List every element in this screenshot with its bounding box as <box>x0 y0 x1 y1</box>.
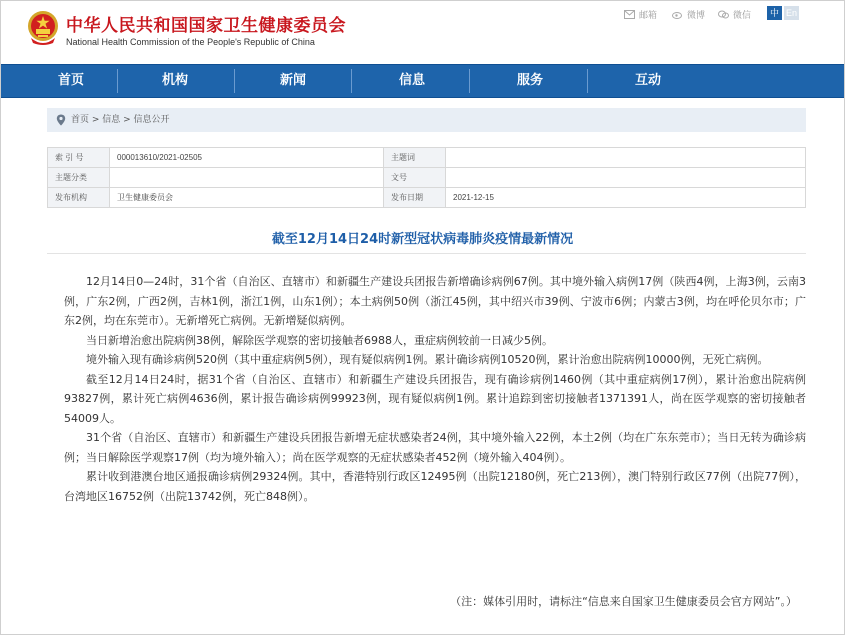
site-name-cn[interactable]: 中华人民共和国国家卫生健康委员会 <box>66 16 346 36</box>
meta-value-category <box>110 168 384 188</box>
site-name-en: National Health Commission of the People's Republic of China <box>66 37 315 47</box>
table-row <box>48 168 806 188</box>
main-nav <box>0 64 845 98</box>
document-meta-table <box>47 147 806 208</box>
share-mail[interactable] <box>624 8 657 21</box>
article-body <box>64 272 806 506</box>
table-row <box>48 148 806 168</box>
nav-information[interactable]: 信息 <box>398 73 425 88</box>
title-divider <box>47 253 806 254</box>
article-paragraph: 当日新增治愈出院病例38例，解除医学观察的密切接触者6988人，重症病例较前一日减少5例。 <box>86 333 553 347</box>
lang-en-button[interactable]: En <box>785 8 797 18</box>
meta-label-publisher: 发布机构 <box>48 188 110 208</box>
article-paragraph: 境外输入现有确诊病例520例（其中重症病例5例），现有疑似病例1例。累计确诊病例10520例，累计治愈出院病例10000例，无死亡病例。 <box>86 353 769 366</box>
meta-label-category: 主题分类 <box>48 168 110 188</box>
meta-value-keywords <box>446 148 806 168</box>
nav-divider <box>351 69 352 93</box>
share-weibo[interactable] <box>672 8 705 21</box>
breadcrumb <box>47 108 806 132</box>
meta-value-index: 000013610/2021-02505 <box>110 148 384 168</box>
article-title: 截至12月14日24时新型冠状病毒肺炎疫情最新情况 <box>271 232 574 247</box>
meta-label-doc-number: 文号 <box>384 168 446 188</box>
nav-home[interactable]: 首页 <box>57 73 84 88</box>
table-row <box>48 188 806 208</box>
breadcrumb-text[interactable]: 首页 > 信息 > 信息公开 <box>71 115 170 125</box>
nav-divider <box>117 69 118 93</box>
nav-organization[interactable]: 机构 <box>161 73 188 88</box>
meta-value-doc-number <box>446 168 806 188</box>
weibo-icon <box>672 10 683 19</box>
article-paragraph: 12月14日0—24时，31个省（自治区、直辖市）和新疆生产建设兵团报告新增确诊病例67例。其中境外输入病例17例（陕西4例，上海3例，云南3例，广东2例，广西2例，吉林1例，浙江1例，山东1例）；本土病例50例（浙江45例，其中绍兴市39例、宁波市6例；内蒙古3例，均在呼伦贝尔市；广东2例，均在东莞市）。无新增死亡病例。无新增疑似病例。 <box>64 275 806 327</box>
meta-value-publisher: 卫生健康委员会 <box>110 188 384 208</box>
share-mail-label: 邮箱 <box>639 11 658 21</box>
meta-label-keywords: 主题词 <box>384 148 446 168</box>
national-emblem-icon <box>27 10 59 46</box>
citation-note: （注：媒体引用时，请标注“信息来自国家卫生健康委员会官方网站”。） <box>450 595 797 608</box>
wechat-icon <box>718 10 729 19</box>
article-paragraph: 截至12月14日24时，据31个省（自治区、直辖市）和新疆生产建设兵团报告，现有确诊病例1460例（其中重症病例17例），累计治愈出院病例93827例，累计死亡病例4636例，累计报告确诊病例99923例，现有疑似病例1例。累计追踪到密切接触者1371391人，尚在医学观察的密切接触者54009人。 <box>64 372 806 425</box>
nav-service[interactable]: 服务 <box>516 73 543 88</box>
location-pin-icon <box>56 114 66 126</box>
article-paragraph: 累计收到港澳台地区通报确诊病例29324例。其中，香港特别行政区12495例（出院12180例，死亡213例），澳门特别行政区77例（出院77例），台湾地区16752例（出院13742例，死亡848例）。 <box>64 470 806 503</box>
nav-divider <box>587 69 588 93</box>
meta-value-publish-date: 2021-12-15 <box>446 188 806 208</box>
site-header <box>0 0 845 64</box>
lang-zh-button[interactable]: 中 <box>767 6 782 20</box>
meta-label-publish-date: 发布日期 <box>384 188 446 208</box>
nav-news[interactable]: 新闻 <box>279 73 306 88</box>
nav-interaction[interactable]: 互动 <box>634 73 661 88</box>
nav-divider <box>469 69 470 93</box>
mail-icon <box>624 10 635 19</box>
share-weibo-label: 微博 <box>687 11 706 21</box>
meta-label-index: 索 引 号 <box>48 148 110 168</box>
article-paragraph: 31个省（自治区、直辖市）和新疆生产建设兵团报告新增无症状感染者24例，其中境外输入22例，本土2例（均在广东东莞市）；当日无转为确诊病例；当日解除医学观察17例（均为境外输入）；尚在医学观察的无症状感染者452例（境外输入404例）。 <box>64 431 806 464</box>
share-wechat[interactable] <box>718 8 751 21</box>
share-wechat-label: 微信 <box>733 11 752 21</box>
nav-divider <box>234 69 235 93</box>
